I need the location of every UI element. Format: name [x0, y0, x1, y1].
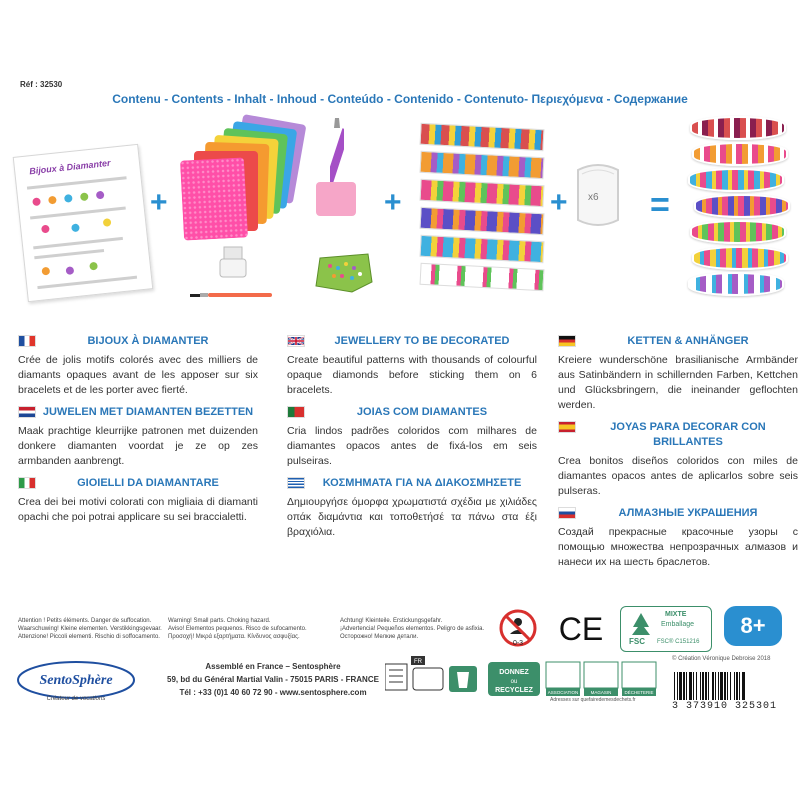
greece-flag-icon: [287, 477, 305, 489]
column-right: [558, 334, 798, 577]
netherlands-flag-icon: [18, 406, 36, 418]
company-address: [158, 660, 388, 699]
age-warning-icon: [498, 608, 538, 648]
section-el: [287, 476, 537, 540]
warnings-col3: [340, 617, 484, 642]
wax-tray: [316, 182, 356, 216]
brush-tool: [190, 286, 272, 292]
recycle-option: MAGASIN: [590, 690, 612, 695]
section-body: Δημιουργήσε όμορφα χρωματιστά σχέδια με χιλιάδες οπάκ διαμάντια και τοποθετήσέ τα πάνω στα έξι βραχιόλια.: [287, 496, 537, 538]
section-title: GIOIELLI DA DIAMANTARE: [77, 477, 219, 489]
germany-flag-icon: [558, 335, 576, 347]
section-body: Crea bonitos diseños coloridos con miles de diamantes opacos antes de aplicarlos sobre seis pulseras.: [558, 455, 798, 497]
section-nl: [18, 405, 258, 469]
diamond-tray: [312, 252, 374, 292]
sentosphere-logo: [16, 660, 136, 702]
warnings-col2: [168, 617, 307, 642]
section-de: [558, 334, 798, 413]
section-title: KETTEN & ANHÄNGER: [627, 335, 749, 347]
contents-title: Contenu - Contents - Inhalt - Inhoud - Conteúdo - Contenido - Contenuto- Περιεχόμενα - Содержание: [112, 92, 688, 106]
recycle-recyclez: RECYCLEZ: [495, 687, 533, 694]
address-line: Assemblé en France – Sentosphère: [205, 662, 341, 671]
section-body: Maak prachtige kleurrijke patronen met duizenden donkere diamanten voordat je ze op zes armbanden aanbrengt.: [18, 425, 258, 467]
section-body: Cria lindos padrões coloridos com milhares de diamantes opacos antes de fixá-los em seis pulseiras.: [287, 425, 537, 467]
recycle-ou: ou: [510, 679, 518, 685]
triman-logo: [385, 656, 485, 694]
section-es: [558, 420, 798, 499]
uk-flag-icon: [287, 335, 305, 347]
triman-country: FR: [414, 659, 422, 665]
bracelet-count: x6: [588, 192, 599, 203]
section-title: JUWELEN MET DIAMANTEN BEZETTEN: [42, 406, 254, 418]
section-title: JOYAS PARA DECORAR CON BRILLANTES: [610, 421, 766, 448]
copyright-credit: © Création Véronique Debroise 2018: [672, 656, 771, 662]
fsc-brand: FSC: [629, 637, 645, 646]
diamond-bags: [180, 115, 300, 255]
plus-sign: +: [384, 186, 402, 219]
finished-bracelets: [684, 112, 794, 302]
recycle-donnez: DONNEZ: [499, 669, 529, 676]
plus-sign: +: [150, 186, 168, 219]
section-pt: [287, 405, 537, 469]
fsc-emballage: Emballage: [661, 621, 695, 628]
section-body: Create beautiful patterns with thousands of colourful opaque diamonds before sticking them on 6 bracelets.: [287, 354, 537, 396]
italy-flag-icon: [18, 477, 36, 489]
russia-flag-icon: [558, 507, 576, 519]
section-body: Crea dei bei motivi colorati con migliaia di diamanti opachi che poi potrai applicare su sei braccialetti.: [18, 496, 258, 523]
portugal-flag-icon: [287, 406, 305, 418]
ce-mark-icon: [556, 610, 606, 646]
section-body: Kreiere wunderschöne brasilianische Armbänder aus Satinbändern in schillernden Farben, Kettchen und Glücksbringern, die ineinander geflochten werden.: [558, 354, 798, 411]
section-en: [287, 334, 537, 398]
recycle-url: Adresses sur quefairedemesdechets.fr: [550, 697, 636, 703]
warning-text: Warning! Small parts. Choking hazard.: [168, 618, 271, 624]
equals-sign: =: [650, 186, 670, 224]
warning-text: Attenzione! Piccoli elementi. Rischio di soffocamento.: [18, 634, 160, 641]
tree-icon: [627, 611, 655, 639]
recycle-option: DÉCHETERIE: [624, 690, 654, 695]
section-ru: [558, 506, 798, 570]
address-line: Tél : +33 (0)1 40 60 72 90 - www.sentosphere.com: [179, 688, 367, 697]
section-title: ΚΟΣΜΗΜΑΤΑ ΓΙΑ ΝΑ ΔΙΑΚΟΣΜΗΣΕΤΕ: [322, 477, 522, 489]
section-it: [18, 476, 258, 525]
france-flag-icon: [18, 335, 36, 347]
section-title: АЛМАЗНЫЕ УКРАШЕНИЯ: [618, 507, 758, 519]
section-title: JEWELLERY TO BE DECORATED: [334, 335, 510, 347]
fsc-badge: [620, 606, 712, 652]
age-recommendation-badge: 8+: [724, 606, 782, 646]
warning-text: Achtung! Kleinteile. Erstickungsgefahr.: [340, 618, 443, 624]
wax-jar: [218, 245, 248, 279]
diamond-pen: [330, 118, 340, 190]
plus-sign: +: [550, 186, 568, 219]
age-warning-label: 0-3: [512, 640, 524, 647]
barcode-number: 3 373910 325301: [672, 701, 778, 712]
logo-tagline: Créateur de vocations: [46, 696, 106, 702]
warning-text: Aviso! Elementos pequenos. Risco de sufocamento.: [168, 626, 307, 633]
warning-text: ¡Advertencia! Pequeños elementos. Peligro de asfixia.: [340, 626, 485, 633]
bracelet-bands: [420, 120, 550, 295]
section-body: Crée de jolis motifs colorés avec des milliers de diamants opaques avant de les apposer sur six bracelets et de les porter avec fierté.: [18, 354, 258, 396]
fsc-code: FSC® C151216: [657, 639, 700, 645]
column-left: [18, 334, 258, 532]
section-body: Создай прекрасные красочные узоры с помощью множества непрозрачных алмазов и нанеси их на шесть браслетов.: [558, 526, 798, 568]
ce-mark: CE: [558, 611, 604, 646]
warning-text: Осторожно! Мелкие детали.: [340, 634, 419, 641]
warning-text: Προσοχή! Μικρά εξαρτήματα. Κίνδυνος ασφυξίας.: [168, 634, 300, 641]
address-line: 59, bd du Général Martial Valin - 75015 PARIS - FRANCE: [167, 675, 379, 684]
section-title: BIJOUX À DIAMANTER: [87, 335, 209, 347]
spain-flag-icon: [558, 421, 576, 433]
reference-number: Réf : 32530: [20, 80, 63, 89]
instruction-booklet: [13, 144, 154, 302]
section-fr: [18, 334, 258, 398]
fsc-mixte: MIXTE: [665, 611, 687, 618]
section-title: JOIAS COM DIAMANTES: [356, 406, 488, 418]
booklet-title: Bijoux à Diamanter: [28, 157, 111, 177]
recycle-option: ASSOCIATION: [547, 690, 579, 695]
recycle-banner: [488, 660, 658, 700]
logo-name: SentoSphère: [39, 673, 113, 688]
warnings-col1: [18, 617, 162, 642]
warning-text: Attention ! Petits éléments. Danger de suffocation.: [18, 618, 152, 624]
warning-text: Waarschuwing! Kleine elementen. Verstikkingsgevaar.: [18, 626, 162, 633]
column-middle: [287, 334, 537, 547]
